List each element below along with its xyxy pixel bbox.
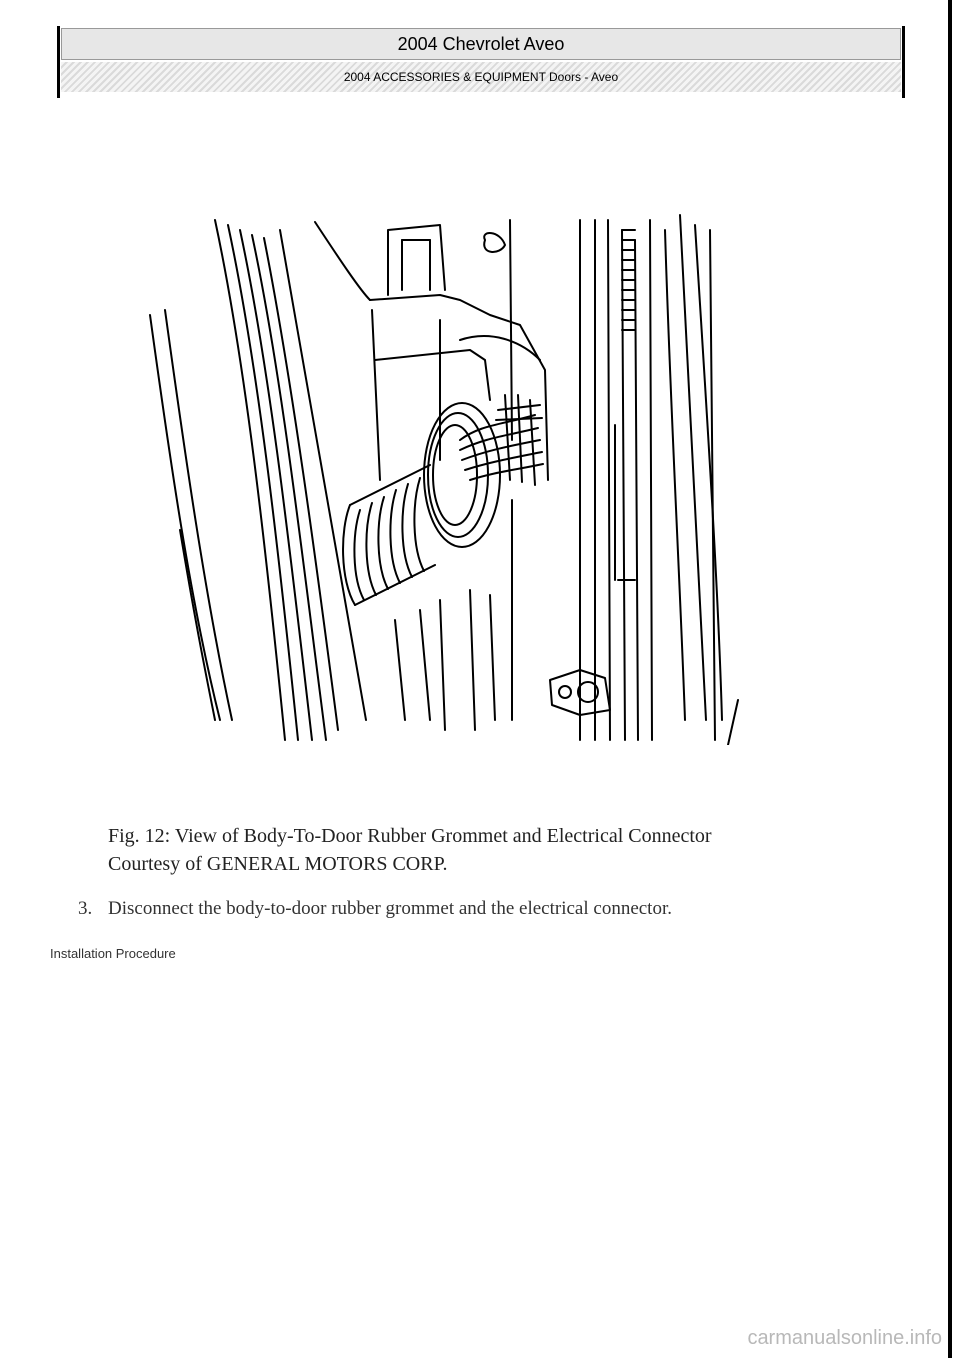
document-header <box>57 26 905 98</box>
procedure-step <box>78 898 878 920</box>
figure-caption <box>108 822 868 878</box>
header-subtitle: 2004 ACCESSORIES & EQUIPMENT Doors - Aveo <box>61 62 901 92</box>
step-text: Disconnect the body-to-door rubber grommet and the electrical connector. <box>108 898 672 919</box>
door-grommet-connector-illustration <box>140 200 760 745</box>
header-left-rule <box>57 26 60 98</box>
header-right-rule <box>902 26 905 98</box>
page-edge-border <box>948 0 952 1358</box>
watermark-link[interactable]: carmanualsonline.info <box>747 1327 942 1349</box>
caption-title: Fig. 12: View of Body-To-Door Rubber Grommet and Electrical Connector <box>108 825 712 847</box>
section-heading: Installation Procedure <box>50 946 176 961</box>
step-number: 3. <box>78 898 93 919</box>
caption-credit: Courtesy of GENERAL MOTORS CORP. <box>108 853 448 875</box>
header-title: 2004 Chevrolet Aveo <box>61 28 901 60</box>
figure-illustration <box>140 200 760 745</box>
